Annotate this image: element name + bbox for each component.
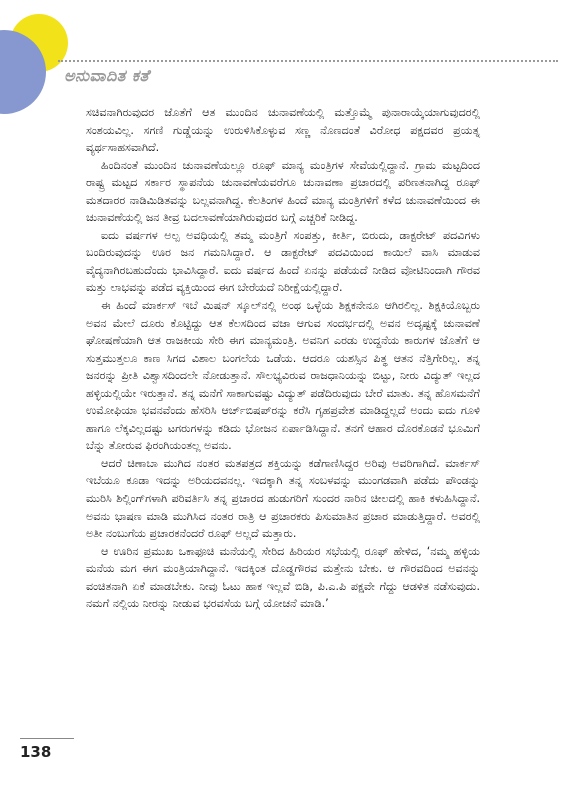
paragraph: ಹಿಂದಿನಂತೆ ಮುಂದಿನ ಚುನಾವಣೆಯಲ್ಲೂ ರೂಫ್ ಮಾನ್ಯ ಮಂತ್ರಿಗಳ ಸೇವೆಯಲ್ಲಿದ್ದಾನೆ. ಗ್ರಾಮ ಮಟ್ಟದಿಂದ ರಾಷ್ಟ್ರ ಮಟ್ಟದ ಸರ್ಕಾರ ಸ್ಥಾಪನೆಯ ಚುನಾವಣೆಯವರೆಗೂ ಚುನಾವಣಾ ಪ್ರಚಾರದಲ್ಲಿ ಪರಿಣತನಾಗಿದ್ದ ರೂಫ್ ಮತದಾರರ ನಾಡಿಮಿಡಿತವನ್ನು ಬಲ್ಲವನಾಗಿದ್ದ. ಕೆಲತಿಂಗಳ ಹಿಂದೆ ಮಾನ್ಯ ಮಂತ್ರಿಗಳಿಗೆ ಕಳೆದ ಚುನಾವಣೆಯಿಂದ ಈ ಚುನಾವಣೆಯಲ್ಲಿ ಜನ ತೀವ್ರ ಬದಲಾವಣೆಯಾಗಿರುವುದರ ಬಗ್ಗೆ ಎಚ್ಚರಿಕೆ ನೀಡಿದ್ದ. — [86, 158, 480, 225]
page-number-rule — [20, 738, 74, 739]
paragraph: ಈ ಹಿಂದೆ ಮಾರ್ಕಸ್ ಇಬೆ ಮಿಷನ್ ಸ್ಕೂಲ್‌ನಲ್ಲಿ ಅಂಥ ಒಳ್ಳೆಯ ಶಿಕ್ಷಕನೇನೂ ಆಗಿರಲಿಲ್ಲ. ಶಿಕ್ಷಕಿಯೊಬ್ಬರು ಅವನ ಮೇಲೆ ದೂರು ಕೊಟ್ಟಿದ್ದು ಆತ ಕೆಲಸದಿಂದ ವಜಾ ಆಗುವ ಸಂದರ್ಭದಲ್ಲಿ ಅವನ ಅದೃಷ್ಟಕ್ಕೆ ಚುನಾವಣೆ ಘೋಷಣೆಯಾಗಿ ಆತ ರಾಜಕೀಯ ಸೇರಿ ಈಗ ಮಾನ್ಯಮಂತ್ರಿ. ಅವನಿಗ ಎರಡು ಉದ್ದನೆಯ ಕಾರುಗಳ ಜೊತೆಗೆ ಆ ಸುತ್ತಮುತ್ತಲೂ ಕಾಣ ಸಿಗದ ವಿಶಾಲ ಬಂಗಲೆಯ ಒಡೆಯ. ಆದರೂ ಯಶಸ್ಸಿನ ಪಿತ್ಥ ಆತನ ನೆತ್ತಿಗೇರಿಲ್ಲ. ತನ್ನ ಜನರನ್ನು ಪ್ರೀತಿ ವಿಶ್ವಾಸದಿಂದಲೇ ನೋಡುತ್ತಾನೆ. ಸೌಲಭ್ಯವಿರುವ ರಾಜಧಾನಿಯನ್ನು ಬಿಟ್ಟು, ನೀರು ವಿದ್ಯುತ್ ಇಲ್ಲದ ಹಳ್ಳಿಯಲ್ಲಿಯೇ ಇರುತ್ತಾನೆ. ತನ್ನ ಮನೆಗೆ ಸಾಕಾಗುವಷ್ಟು ವಿದ್ಯುತ್ ಪಡೆದಿರುವುದು ಬೇರೆ ಮಾತು. ತನ್ನ ಹೊಸಮನೆಗೆ ಉಮೋಫಿಯಾ ಭವನವೆಂದು ಹೆಸರಿಸಿ ಆರ್ಚ್‌ಬಿಷಪ್‌ರನ್ನು ಕರೆಸಿ ಗೃಹಪ್ರವೇಶ ಮಾಡಿದ್ದಲ್ಲದೆ ಅಂದು ಐದು ಗೂಳಿ ಹಾಗೂ ಲೆಕ್ಕವಿಲ್ಲದಷ್ಟು ಟಗರುಗಳನ್ನು ಕಡಿದು ಭೋಜನ ಏರ್ಪಾಡಿಸಿದ್ದಾನೆ. ತನಗೆ ಆಹಾರ ದೊರಕೊಡನೆ ಭೂಮಿಗೆ ಬೆನ್ನು ತೋರುವ ಫಿರಂಗಿಯಂತಲ್ಲ ಅವನು. — [86, 299, 480, 453]
header-dotted-rule — [58, 60, 558, 62]
section-title: ಅನುವಾದಿತ ಕತೆ — [64, 66, 150, 85]
paragraph: ಸಚಿವನಾಗಿರುವುದರ ಜೊತೆಗೆ ಆತ ಮುಂದಿನ ಚುನಾವಣೆಯಲ್ಲಿ ಮತ್ತೊಮ್ಮೆ ಪುನಾರಾಯ್ಕೆಯಾಗುವುದರಲ್ಲಿ ಸಂಶಯವಿಲ್ಲ. ಸಗಣಿ ಗುಡ್ಡೆಯನ್ನು ಉರುಳಿಸಿಕೊಳ್ಳುವ ಸಣ್ಣ ನೊಣದಂತೆ ವಿರೋಧ ಪಕ್ಷದವರ ಪ್ರಯತ್ನ ವ್ಯರ್ಥಸಾಹಸವಾಗಿದೆ. — [86, 106, 480, 155]
paragraph: ಐದು ವರ್ಷಗಳ ಅಲ್ಪ ಅವಧಿಯಲ್ಲಿ ತಮ್ಮ ಮಂತ್ರಿಗೆ ಸಂಪತ್ತು, ಕೀರ್ತಿ, ಬಿರುದು, ಡಾಕ್ಟರೇಟ್ ಪದವಿಗಳು ಬಂದಿರುವುದನ್ನು ಊರ ಜನ ಗಮನಿಸಿದ್ದಾರೆ. ಆ ಡಾಕ್ಟರೇಟ್ ಪದವಿಯಿಂದ ಕಾಯಿಲೆ ವಾಸಿ ಮಾಡುವ ವೈದ್ಯನಾಗಿರಬಹುದೆಂದು ಭಾವಿಸಿದ್ದಾರೆ. ಐದು ವರ್ಷದ ಹಿಂದೆ ಏನನ್ನು ಪಡೆಯದೆ ನೀಡಿದ ವೋಟಿನಿಂದಾಗಿ ಗೌರವ ಮತ್ತು ಲಾಭವನ್ನು ಪಡೆದ ವ್ಯಕ್ತಿಯಿಂದ ಈಗ ಬೇರೆಯದೆ ನಿರೀಕ್ಷೆಯಲ್ಲಿದ್ದಾರೆ. — [86, 228, 480, 295]
article-body — [86, 104, 480, 613]
paragraph: ಆದರೆ ಚಿಣಾಬಾ ಮುಗಿದ ನಂತರ ಮತಪತ್ರದ ಶಕ್ತಿಯನ್ನು ಕಡೆಗಾಣಿಸಿದ್ದರ ಅರಿವು ಅವರಿಗಾಗಿದೆ. ಮಾರ್ಕಸ್ ಇಬೆಯೂ ಕೂಡಾ ಇದನ್ನು ಅರಿಯದವನಲ್ಲ. ಇದಕ್ಕಾಗಿ ತನ್ನ ಸಂಬಳವನ್ನು ಮುಂಗಡವಾಗಿ ಪಡೆದು ಪೌಂಡನ್ನು ಮುರಿಸಿ ಶಿಲ್ಲಿಂಗ್‌ಗಳಾಗಿ ಪರಿವರ್ತಿಸಿ ತನ್ನ ಪ್ರಚಾರದ ಹುಡುಗರಿಗೆ ಸುಂದರ ನಾರಿನ ಚೀಲದಲ್ಲಿ ಹಾಕಿ ಕಳುಹಿಸಿದ್ದಾನೆ. ಅವನು ಭಾಷಣ ಮಾಡಿ ಮುಗಿಸಿದ ನಂತರ ರಾತ್ರಿ ಆ ಪ್ರಚಾರಕರು ಪಿಸುಮಾತಿನ ಪ್ರಚಾರ ಮಾಡುತ್ತಿದ್ದಾರೆ. ಅವರಲ್ಲಿ ಅತೀ ನಂಬುಗೆಯ ಪ್ರಚಾರಕನೆಂದರೆ ರೂಫ್ ಅಲ್ಲದೆ ಮತ್ತಾರು. — [86, 456, 480, 541]
paragraph: ಆ ಊರಿನ ಪ್ರಮುಖ ಒಕಾಫೂಚಿ ಮನೆಯಲ್ಲಿ ಸೇರಿದ ಹಿರಿಯರ ಸಭೆಯಲ್ಲಿ ರೂಫ್ ಹೇಳಿದ, ‘ನಮ್ಮ ಹಳ್ಳಿಯ ಮನೆಯ ಮಗ ಈಗ ಮಂತ್ರಿಯಾಗಿದ್ದಾನೆ. ಇದಕ್ಕಿಂತ ದೊಡ್ಡಗೌರವ ಮತ್ತೇನು ಬೇಕು. ಆ ಗೌರವದಿಂದ ಅವನನ್ನು ವಂಚಿತನಾಗಿ ಏಕೆ ಮಾಡಬೇಕು. ನೀವು ಓಟು ಹಾಕ ಇಲ್ಲವೆ ಬಿಡಿ, ಪಿ.ಎ.ಪಿ ಪಕ್ಷವೇ ಗೆದ್ದು ಆಡಳಿತ ನಡೆಸುವುದು. ನಮಗೆ ನಲ್ಲಿಯ ನೀರನ್ನು ನೀಡುವ ಭರವಸೆಯ ಬಗ್ಗೆ ಯೋಚನೆ ಮಾಡಿ.’ — [86, 544, 480, 611]
page-number: 138 — [20, 743, 52, 761]
